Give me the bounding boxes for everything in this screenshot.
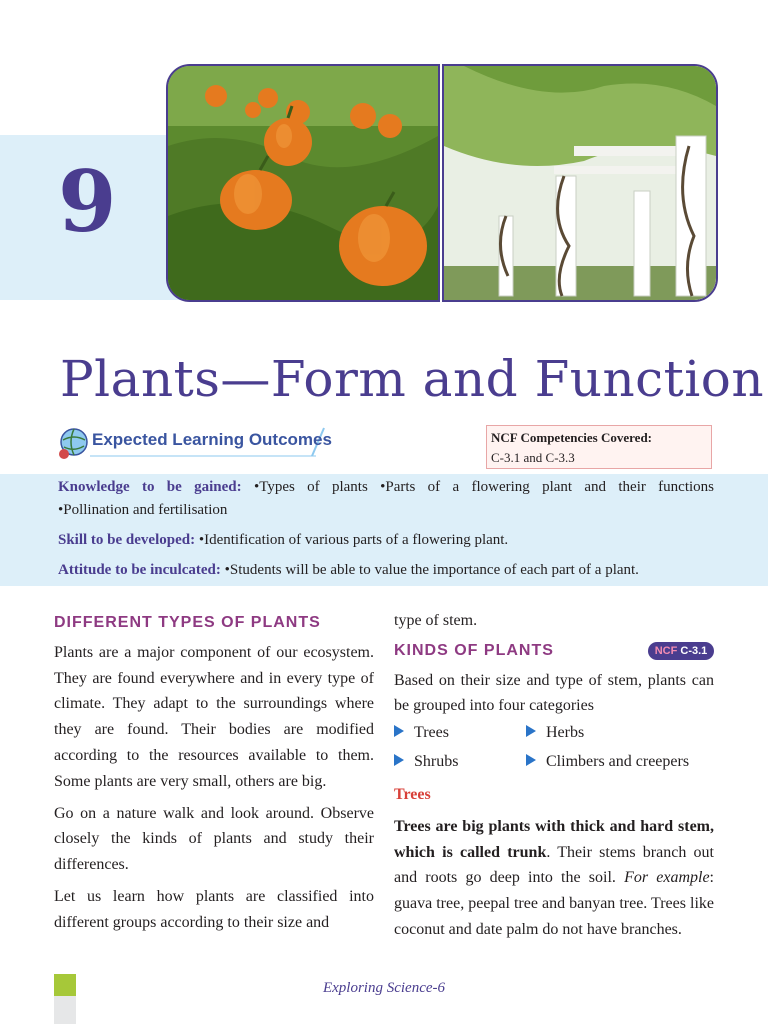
pumpkin-field-photo bbox=[166, 64, 440, 302]
example-label: For example bbox=[624, 869, 710, 887]
footer-book-title: Exploring Science-6 bbox=[322, 980, 446, 996]
learning-outcomes-panel bbox=[0, 474, 768, 586]
expected-learning-outcomes-banner bbox=[54, 422, 354, 462]
triangle-bullet-icon bbox=[394, 725, 404, 737]
skill-line bbox=[58, 532, 714, 549]
paragraph-3: Let us learn how plants are classified into different groups according to their size and bbox=[54, 887, 374, 931]
paragraph-1: Plants are a major component of our ecosystem. They are found everywhere and in every type of climate. They adapt to the surroundings where they are found. Their bodies are modified according to the resources available to them. Some plants are very small, others are big. bbox=[54, 643, 374, 790]
section-heading-types: DIFFERENT TYPES OF PLANTS bbox=[54, 614, 321, 631]
attitude-text: •Students will be able to value the importance of each part of a plant. bbox=[224, 562, 639, 578]
ncf-tag-label: NCF bbox=[654, 645, 678, 657]
chapter-number: 9 bbox=[58, 152, 117, 251]
footer-grey-strip bbox=[54, 996, 76, 1024]
knowledge-text: •Types of plants •Parts of a flowering plant and their functions bbox=[253, 479, 715, 495]
ncf-competencies-box bbox=[486, 425, 712, 469]
trees-subheading: Trees bbox=[394, 786, 431, 803]
right-column bbox=[394, 608, 714, 719]
trees-section bbox=[394, 782, 714, 943]
trees-paragraph: Trees are big plants with thick and hard stem, which is called trunk. Their stems branch out and roots go deep into the soil. For example: guava tree, peepal tree and banyan tree. Trees like coconut and date palm do not have branches. bbox=[394, 817, 714, 938]
triangle-bullet-icon bbox=[526, 725, 536, 737]
knowledge-line-2: •Pollination and fertilisation bbox=[58, 502, 228, 518]
list-item: Climbers and creepers bbox=[526, 753, 689, 771]
ncf-competencies-heading: NCF Competencies Covered: bbox=[491, 430, 653, 445]
expected-learning-outcomes-label: Expected Learning Outcomes bbox=[92, 430, 332, 449]
left-column bbox=[54, 610, 374, 936]
paragraph-2: Go on a nature walk and look around. Observe closely the kinds of plants and study their differences. bbox=[54, 804, 374, 874]
attitude-label: Attitude to be inculcated: bbox=[58, 562, 221, 578]
ncf-tag-badge bbox=[648, 642, 714, 660]
list-item: Herbs bbox=[526, 724, 584, 742]
knowledge-label: Knowledge to be gained: bbox=[58, 479, 242, 495]
continued-text: type of stem. bbox=[394, 612, 478, 629]
skill-text: •Identification of various parts of a flowering plant. bbox=[198, 532, 509, 548]
kinds-intro: Based on their size and type of stem, plants can be grouped into four categories bbox=[394, 671, 714, 715]
skill-label: Skill to be developed: bbox=[58, 532, 196, 548]
triangle-bullet-icon bbox=[394, 754, 404, 766]
knowledge-line bbox=[58, 479, 714, 496]
pergola-with-creepers-photo bbox=[442, 64, 718, 302]
ncf-competencies-value: C-3.1 and C-3.3 bbox=[491, 450, 575, 465]
list-item: Shrubs bbox=[394, 753, 458, 771]
triangle-bullet-icon bbox=[526, 754, 536, 766]
ncf-tag-code: C-3.1 bbox=[680, 645, 708, 657]
list-item: Trees bbox=[394, 724, 449, 742]
attitude-line bbox=[58, 562, 714, 579]
section-heading-kinds: KINDS OF PLANTS bbox=[394, 641, 554, 659]
trees-definition: Trees are big plants with thick and hard stem, which is called trunk bbox=[394, 817, 714, 861]
chapter-title: Plants—Form and Function bbox=[60, 350, 765, 408]
